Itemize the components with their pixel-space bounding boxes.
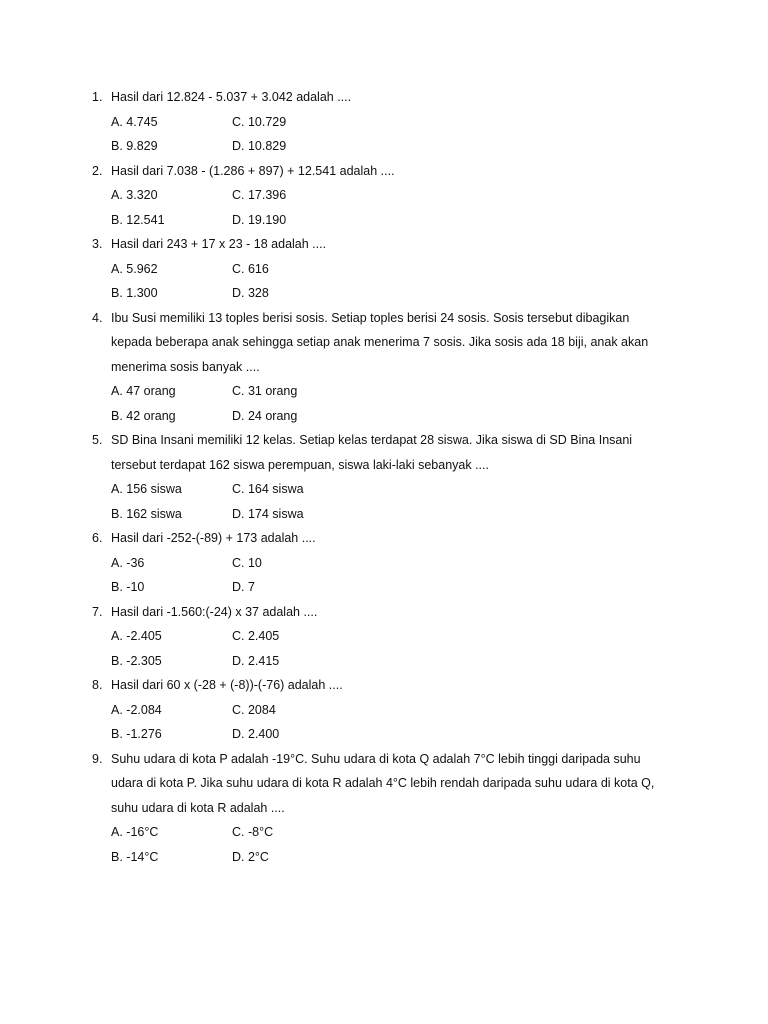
answer-option: C. 31 orang xyxy=(232,384,298,398)
answer-options-row xyxy=(0,722,768,747)
answer-option: D. 2.415 xyxy=(232,653,280,668)
question-text: Hasil dari 243 + 17 x 23 - 18 adalah .... xyxy=(111,237,327,251)
answer-options-row xyxy=(0,379,768,404)
question-stem-line xyxy=(0,306,768,331)
question-stem-line xyxy=(0,796,768,821)
question-stem-line xyxy=(0,232,768,257)
question-number: 2. xyxy=(92,163,103,178)
answer-option: D. 2°C xyxy=(232,849,269,864)
answer-option: A. 4.745 xyxy=(111,114,158,129)
answer-option: B. 1.300 xyxy=(111,286,158,300)
question-text: Ibu Susi memiliki 13 toples berisi sosis. Setiap toples berisi 24 sosis. Sosis tersebut dibagikan xyxy=(111,310,630,325)
question-9 xyxy=(0,747,768,870)
question-stem-line xyxy=(0,355,768,380)
answer-option: A. 5.962 xyxy=(111,261,158,276)
question-text: menerima sosis banyak .... xyxy=(111,359,260,374)
answer-options-row xyxy=(0,820,768,845)
question-text: Suhu udara di kota P adalah -19°C. Suhu udara di kota Q adalah 7°C lebih tinggi daripada suhu xyxy=(111,751,641,766)
question-stem-line xyxy=(0,85,768,110)
answer-options-row xyxy=(0,257,768,282)
answer-option: C. 10 xyxy=(232,555,262,570)
answer-option: B. 9.829 xyxy=(111,139,158,153)
answer-options-row xyxy=(0,698,768,723)
answer-option: C. 10.729 xyxy=(232,114,287,129)
question-stem-line xyxy=(0,428,768,453)
answer-options-row xyxy=(0,208,768,233)
answer-option: A. -36 xyxy=(111,555,145,570)
answer-option: D. 328 xyxy=(232,286,269,300)
question-8 xyxy=(0,673,768,747)
question-stem-line xyxy=(0,771,768,796)
question-1 xyxy=(0,85,768,159)
answer-options-row xyxy=(0,575,768,600)
question-number: 7. xyxy=(92,604,103,619)
answer-options-row xyxy=(0,110,768,135)
question-text: Hasil dari -252-(-89) + 173 adalah .... xyxy=(111,531,316,545)
answer-options-row xyxy=(0,183,768,208)
question-number: 9. xyxy=(92,751,103,766)
question-stem-line xyxy=(0,330,768,355)
answer-option: B. -14°C xyxy=(111,849,159,864)
answer-option: B. -10 xyxy=(111,580,145,594)
answer-option: C. 164 siswa xyxy=(232,482,304,496)
answer-option: C. 17.396 xyxy=(232,188,287,202)
question-number: 1. xyxy=(92,90,103,104)
answer-option: A. 3.320 xyxy=(111,188,158,202)
answer-option: D. 2.400 xyxy=(232,727,280,741)
answer-options-row xyxy=(0,404,768,429)
question-text: Hasil dari -1.560:(-24) x 37 adalah .... xyxy=(111,604,318,619)
question-number: 4. xyxy=(92,310,103,325)
answer-option: B. -1.276 xyxy=(111,727,162,741)
question-7 xyxy=(0,600,768,674)
question-stem-line xyxy=(0,526,768,551)
answer-option: B. 12.541 xyxy=(111,212,165,227)
question-3 xyxy=(0,232,768,306)
question-stem-line xyxy=(0,747,768,772)
question-text: SD Bina Insani memiliki 12 kelas. Setiap kelas terdapat 28 siswa. Jika siswa di SD Bina Insani xyxy=(111,433,633,447)
answer-option: A. -2.405 xyxy=(111,629,162,643)
question-text: udara di kota P. Jika suhu udara di kota R adalah 4°C lebih rendah daripada suhu udara di kota Q, xyxy=(111,776,655,790)
question-text: tersebut terdapat 162 siswa perempuan, siswa laki-laki sebanyak .... xyxy=(111,457,489,472)
question-number: 8. xyxy=(92,678,103,692)
question-stem-line xyxy=(0,453,768,478)
answer-option: D. 174 siswa xyxy=(232,506,304,521)
question-2 xyxy=(0,159,768,233)
answer-option: D. 19.190 xyxy=(232,212,287,227)
answer-options-row xyxy=(0,624,768,649)
answer-options-row xyxy=(0,477,768,502)
question-number: 5. xyxy=(92,433,103,447)
answer-options-row xyxy=(0,134,768,159)
answer-options-row xyxy=(0,845,768,870)
question-number: 6. xyxy=(92,531,103,545)
answer-option: B. 42 orang xyxy=(111,408,176,423)
answer-option: A. 156 siswa xyxy=(111,482,182,496)
answer-option: C. -8°C xyxy=(232,825,274,839)
question-text: Hasil dari 60 x (-28 + (-8))-(-76) adalah .... xyxy=(111,678,343,692)
answer-option: A. -2.084 xyxy=(111,702,162,717)
answer-option: D. 7 xyxy=(232,580,255,594)
answer-option: D. 24 orang xyxy=(232,408,298,423)
question-5 xyxy=(0,428,768,526)
question-text: suhu udara di kota R adalah .... xyxy=(111,800,285,815)
question-text: Hasil dari 7.038 - (1.286 + 897) + 12.541 adalah .... xyxy=(111,163,395,178)
question-text: kepada beberapa anak sehingga setiap anak menerima 7 sosis. Jika sosis ada 18 biji, anak akan xyxy=(111,335,649,349)
question-text: Hasil dari 12.824 - 5.037 + 3.042 adalah .... xyxy=(111,90,352,104)
answer-option: A. 47 orang xyxy=(111,384,176,398)
answer-options-row xyxy=(0,649,768,674)
answer-option: C. 616 xyxy=(232,261,269,276)
answer-option: C. 2.405 xyxy=(232,629,280,643)
answer-options-row xyxy=(0,502,768,527)
answer-options-row xyxy=(0,281,768,306)
answer-option: C. 2084 xyxy=(232,702,276,717)
question-stem-line xyxy=(0,600,768,625)
answer-option: B. -2.305 xyxy=(111,653,162,668)
answer-option: A. -16°C xyxy=(111,825,159,839)
answer-option: D. 10.829 xyxy=(232,139,287,153)
answer-option: B. 162 siswa xyxy=(111,506,182,521)
question-stem-line xyxy=(0,159,768,184)
answer-options-row xyxy=(0,551,768,576)
question-stem-line xyxy=(0,673,768,698)
worksheet-page xyxy=(0,85,768,869)
question-4 xyxy=(0,306,768,429)
question-number: 3. xyxy=(92,237,103,251)
question-6 xyxy=(0,526,768,600)
